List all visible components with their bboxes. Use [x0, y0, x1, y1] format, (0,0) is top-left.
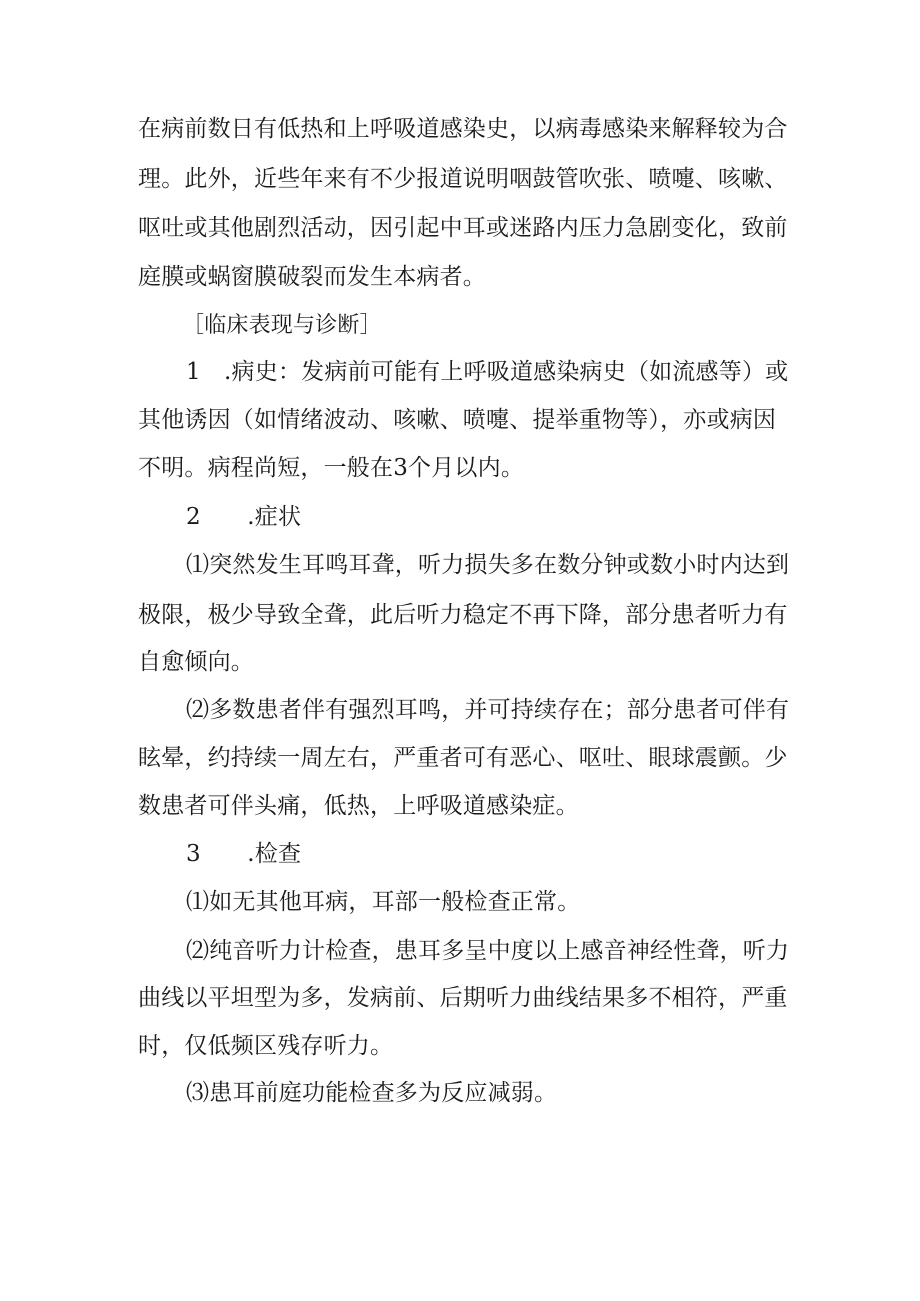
text-line: 其他诱因（如情绪波动、咳嗽、喷嚏、提举重物等），亦或病因 — [138, 407, 777, 433]
text-line: 眩晕，约持续一周左右，严重者可有恶心、呕吐、眼球震颤。少 — [138, 745, 788, 771]
subsection-heading: 2 .症状 — [186, 504, 302, 530]
text-line: 庭膜或蜗窗膜破裂而发生本病者。 — [138, 264, 486, 290]
text-line: 曲线以平坦型为多，发病前、后期听力曲线结果多不相符，严重 — [138, 985, 788, 1011]
text-line: 极限，极少导致全聋，此后听力稳定不再下降，部分患者听力有 — [138, 602, 788, 628]
text-line: ⑵纯音听力计检查，患耳多呈中度以上感音神经性聋，听力 — [186, 938, 790, 964]
text-line: 1 .病史：发病前可能有上呼吸道感染病史（如流感等）或 — [186, 359, 789, 385]
text-line: 不明。病程尚短，一般在3个月以内。 — [138, 455, 525, 481]
text-line: ⑵多数患者伴有强烈耳鸣，并可持续存在；部分患者可伴有 — [186, 697, 790, 723]
text-line: 呕吐或其他剧烈活动，因引起中耳或迷路内压力急剧变化，致前 — [138, 215, 788, 241]
text-line: ⑴如无其他耳病，耳部一般检查正常。 — [186, 889, 581, 915]
text-line: 在病前数日有低热和上呼吸道感染史，以病毒感染来解释较为合 — [138, 116, 788, 142]
section-heading: ［临床表现与诊断］ — [182, 313, 382, 338]
text-line: 时，仅低频区残存听力。 — [138, 1033, 394, 1059]
subsection-heading: 3 .检查 — [186, 841, 302, 867]
text-line: ⑴突然发生耳鸣耳聋，听力损失多在数分钟或数小时内达到 — [186, 552, 790, 578]
text-line: 理。此外，近些年来有不少报道说明咽鼓管吹张、喷嚏、咳嗽、 — [138, 166, 788, 192]
text-line: 数患者可伴头痛，低热，上呼吸道感染症。 — [138, 793, 579, 819]
text-line: ⑶患耳前庭功能检查多为反应减弱。 — [186, 1080, 558, 1106]
text-line: 自愈倾向。 — [138, 649, 254, 675]
